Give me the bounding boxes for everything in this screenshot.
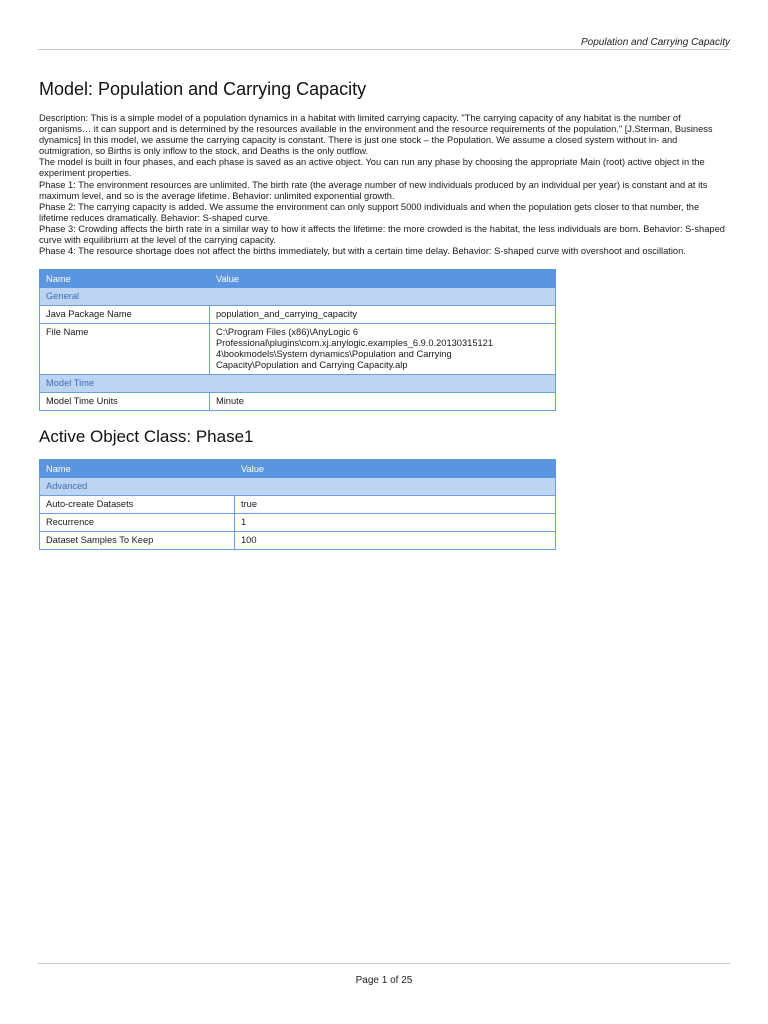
- table-row: [40, 496, 556, 514]
- description-paragraph: Phase 4: The resource shortage does not affect the births immediately, but with a certain time delay. Behavior: S-shaped curve with overshoot and oscillation.: [39, 246, 686, 257]
- table-row: [40, 514, 556, 532]
- group-label: General: [40, 288, 556, 306]
- column-header-name: Name: [40, 270, 210, 288]
- column-header-name: Name: [40, 460, 235, 478]
- property-value: Minute: [209, 393, 555, 411]
- page-content: [39, 79, 731, 550]
- group-label: Model Time: [40, 375, 556, 393]
- property-value: C:\Program Files (x86)\AnyLogic 6 Professional\plugins\com.xj.anylogic.examples_6.9.0.20130315121 4\bookmodels\System dynamics\Population and Carrying Capacity\Population and Carrying Capacity.alp: [209, 324, 555, 375]
- table-row: [40, 306, 556, 324]
- header-divider: [38, 49, 730, 50]
- group-row-advanced: [40, 478, 556, 496]
- column-header-value: Value: [235, 460, 556, 478]
- property-value: 1: [235, 514, 556, 532]
- group-label: Advanced: [40, 478, 556, 496]
- running-header-title: Population and Carrying Capacity: [581, 37, 730, 48]
- description-paragraph: Phase 3: Crowding affects the birth rate in a similar way to how it affects the lifetime: the more crowded is the habitat, the less individuals are born. Behavior: S-shaped curve with equilibrium at the level of the carrying capacity.: [39, 223, 725, 246]
- table-row: [40, 393, 556, 411]
- column-header-value: Value: [209, 270, 555, 288]
- page-number: Page 1 of 25: [355, 975, 413, 986]
- property-name: Recurrence: [40, 514, 235, 532]
- description-paragraph: The model is built in four phases, and each phase is saved as an active object. You can run any phase by choosing the appropriate Main (root) active object in the experiment properties.: [39, 157, 705, 179]
- table-header-row: [40, 270, 556, 288]
- property-value: population_and_carrying_capacity: [209, 306, 555, 324]
- description-paragraph: Description: This is a simple model of a population dynamics in a habitat with limited carrying capacity. "The carrying capacity of any habitat is the number of organisms… it can support and is determined by the resources available in the environment and the resource requirements of the population." [J.Sterman, Business dynamics] In this model, we assume the carrying capacity is constant. There is just one stock – the Population. We assume a closed system without in- and outmigration, so Births is only inflow to the stock, and Deaths is the only outflow.: [39, 113, 713, 157]
- table-row: [40, 324, 556, 375]
- description-paragraph: Phase 2: The carrying capacity is added. We assume the environment can only support 5000 individuals and when the population gets closer to that number, the lifetime reduces dramatically. Behavior: S-shaped curve.: [39, 201, 700, 223]
- description-paragraph: Phase 1: The environment resources are unlimited. The birth rate (the average number of new individuals produced by an individual per year) is constant and at its maximum level, and so is the average lifetime. Behavior: unlimited exponential growth.: [39, 179, 708, 201]
- property-name: Dataset Samples To Keep: [40, 532, 235, 550]
- active-object-class-title: Active Object Class: Phase1: [39, 427, 254, 447]
- group-row-general: [40, 288, 556, 306]
- model-properties-table: [39, 269, 556, 411]
- property-name: Auto-create Datasets: [40, 496, 235, 514]
- active-object-properties-table: [39, 459, 556, 550]
- model-description: [39, 113, 731, 257]
- table-header-row: [40, 460, 556, 478]
- model-title: Model: Population and Carrying Capacity: [39, 79, 367, 99]
- property-value: 100: [235, 532, 556, 550]
- footer-divider: [38, 963, 730, 964]
- property-name: File Name: [40, 324, 210, 375]
- property-name: Java Package Name: [40, 306, 210, 324]
- group-row-model-time: [40, 375, 556, 393]
- property-name: Model Time Units: [40, 393, 210, 411]
- property-value: true: [235, 496, 556, 514]
- table-row: [40, 532, 556, 550]
